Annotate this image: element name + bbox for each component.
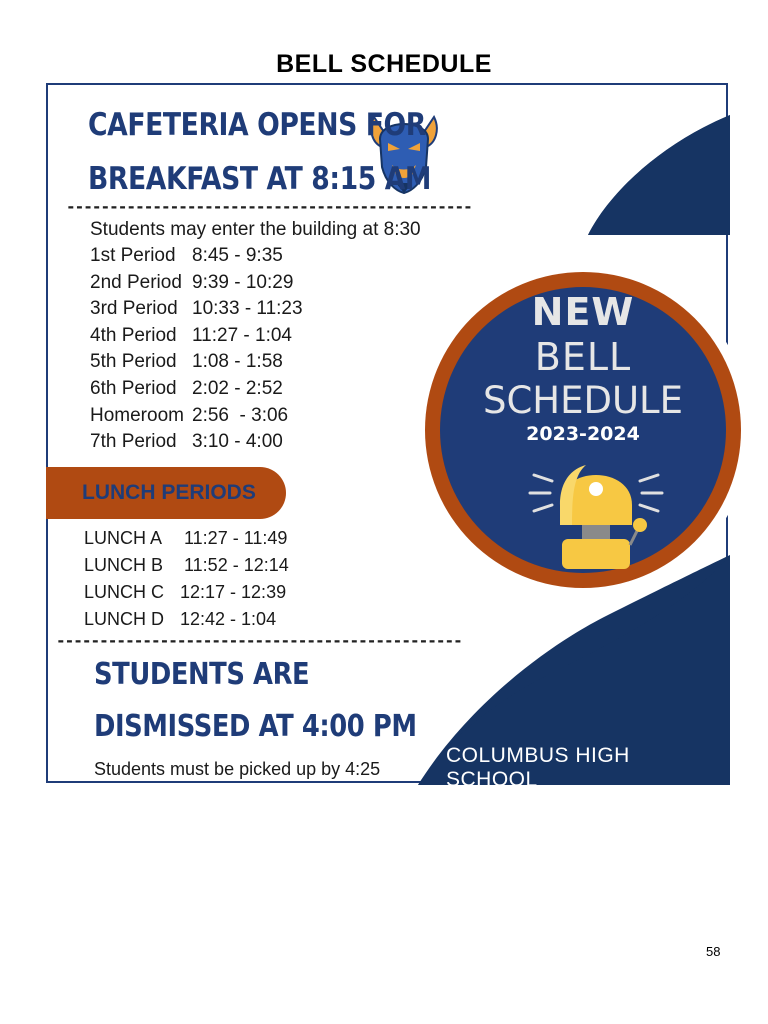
bell-schedule-poster — [46, 83, 728, 791]
period-label: 2nd Period — [90, 271, 182, 293]
period-row — [90, 351, 303, 378]
period-label: 5th Period — [90, 351, 177, 373]
breakfast-headline-line1: CAFETERIA OPENS FOR — [88, 107, 426, 143]
period-label: 1st Period — [90, 245, 176, 266]
period-row — [90, 298, 303, 325]
dismissal-headline-line2: DISMISSED AT 4:00 PM — [94, 709, 417, 744]
period-row — [90, 378, 303, 405]
period-label: 7th Period — [90, 431, 177, 453]
top-divider: ----------------------------------------------- — [66, 197, 472, 216]
entry-note: Students may enter the building at 8:30 — [90, 219, 421, 240]
lunch-row — [84, 582, 289, 609]
period-time: 1:08 - 1:58 — [192, 351, 283, 373]
period-time: 3:10 - 4:00 — [192, 431, 283, 453]
period-label: 3rd Period — [90, 298, 178, 320]
period-row — [90, 431, 303, 458]
lunch-list — [84, 528, 289, 636]
period-label: Homeroom — [90, 404, 184, 426]
badge-line-bell: BELL — [534, 335, 632, 379]
period-time: 11:27 - 1:04 — [192, 324, 293, 346]
lunch-row — [84, 528, 289, 555]
lunch-label: LUNCH A — [84, 528, 163, 548]
badge-year: 2023-2024 — [526, 423, 640, 445]
period-time: 2:02 - 2:52 — [192, 377, 283, 399]
period-time: 2:56 - 3:06 — [192, 404, 289, 426]
lunch-time: 12:17 - 12:39 — [180, 582, 287, 602]
page-number: 58 — [706, 944, 721, 959]
bell-icon — [526, 445, 666, 585]
period-row — [90, 405, 303, 432]
lunch-row — [84, 555, 289, 582]
pickup-note: Students must be picked up by 4:25 — [94, 759, 381, 779]
period-time: 8:45 - 9:35 — [192, 245, 283, 266]
lunch-label: LUNCH D — [84, 609, 165, 629]
lunch-label: LUNCH C — [84, 582, 165, 602]
period-row — [90, 272, 303, 299]
period-row — [90, 325, 303, 352]
badge-line-new: NEW — [531, 290, 635, 334]
lunch-time: 12:42 - 1:04 — [180, 609, 277, 629]
period-time: 9:39 - 10:29 — [192, 271, 294, 293]
period-time: 10:33 - 11:23 — [192, 298, 303, 320]
dismissal-headline-line1: STUDENTS ARE — [94, 657, 310, 692]
school-name: COLUMBUS HIGH SCHOOL — [446, 744, 630, 791]
lunch-periods-heading: LUNCH PERIODS — [82, 481, 256, 504]
breakfast-headline-line2: BREAKFAST AT 8:15 AM — [88, 161, 431, 197]
bottom-divider: ----------------------------------------------- — [56, 631, 462, 650]
lunch-periods-banner — [46, 467, 286, 519]
page-title: BELL SCHEDULE — [276, 50, 492, 78]
lunch-time: 11:27 - 11:49 — [184, 528, 288, 548]
period-row — [90, 245, 303, 272]
period-label: 6th Period — [90, 377, 177, 399]
period-label: 4th Period — [90, 324, 177, 346]
period-list — [90, 245, 303, 458]
badge-line-schedule: SCHEDULE — [482, 379, 684, 422]
lunch-label: LUNCH B — [84, 555, 164, 575]
lunch-time: 11:52 - 12:14 — [184, 555, 289, 575]
